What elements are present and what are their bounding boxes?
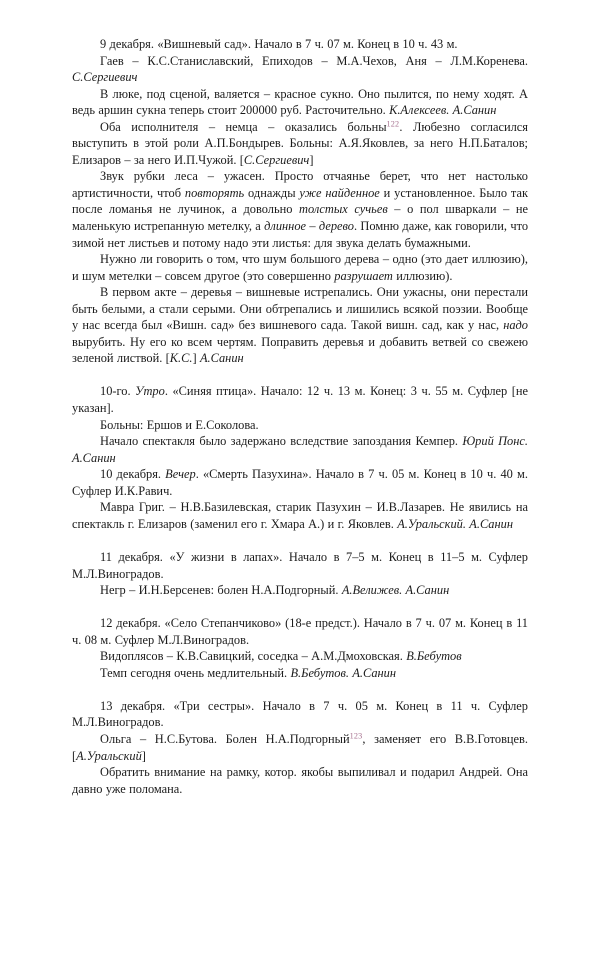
body-text: Ольга – Н.С.Бутова. Болен Н.А.Подгорный <box>100 731 350 746</box>
body-text: 10 декабря. <box>100 467 166 482</box>
body-text: Видоплясов – К.В.Савицкий, соседка – А.М.Дмоховская. <box>100 649 407 664</box>
emphasis-text: В.Бебутов <box>406 649 462 664</box>
body-text: Звук рубки леса – ужасен. Просто отчаянье берет, что нет настолько артистичности, чтоб <box>72 169 528 200</box>
emphasis-text: Утро <box>135 384 165 399</box>
emphasis-text: А.Уральский <box>76 748 142 763</box>
body-text: 12 декабря. «Село Степанчиково» (18-е предст.). Начало в 7 ч. 07 м. Конец в 11 ч. 08 м. Суфлер М.Л.Виноградов. <box>72 616 528 647</box>
body-text: В люке, под сценой, валяется – красное сукно. Оно пылится, по нему ходят. А ведь аршин сукна теперь стоит 200000 руб. Расточительно. <box>72 86 528 118</box>
body-text: . Любезно согласился выступить в этой роли А.П.Бондырев. Больны: А.Я.Яковлев, за него Н.П.Баталов; Елизаров – за него И.П.Чужой. [ <box>72 119 528 167</box>
emphasis-text: К.Алексеев. А.Санин <box>389 103 497 118</box>
footnote-reference[interactable]: 123 <box>349 731 363 741</box>
body-text: 10-го. <box>100 384 136 399</box>
paragraph <box>72 433 528 466</box>
emphasis-text: разрушает <box>334 268 393 283</box>
paragraph <box>72 665 528 682</box>
body-text: Мавра Григ. – Н.В.Базилевская, старик Пазухин – И.В.Лазарев. Не явились на спектакль г. Елизаров (заменил его г. Хмара А.) и г. Яковлев. <box>72 500 528 531</box>
paragraph <box>72 499 528 532</box>
emphasis-text: К.С. <box>169 351 193 366</box>
body-text: однажды <box>244 185 300 200</box>
body-text: Негр – И.Н.Берсенев: болен Н.А.Подгорный. <box>100 583 342 598</box>
paragraph <box>72 284 528 367</box>
paragraph <box>72 168 528 251</box>
body-text: Нужно ли говорить о том, что шум большого дерева – одно (это дает иллюзию), и шум метелки – совсем другое (это совершенно <box>72 252 528 283</box>
body-text: Гаев – К.С.Станиславский, Епиходов – М.А.Чехов, Аня – Л.М.Коренева. <box>100 53 528 68</box>
emphasis-text: С.Сергиевич <box>243 152 310 167</box>
emphasis-text: уже найденное <box>299 185 380 200</box>
body-text: . «Смерть Пазухина». Начало в 7 ч. 05 м. Конец в 10 ч. 40 м. Суфлер И.К.Равич. <box>72 467 528 498</box>
body-text: 11 декабря. «У жизни в лапах». Начало в 7–5 м. Конец в 11–5 м. Суфлер М.Л.Виноградов. <box>72 549 528 581</box>
body-text: 13 декабря. «Три сестры». Начало в 7 ч. 05 м. Конец в 11 ч. Суфлер М.Л.Виноградов. <box>72 698 528 730</box>
body-text: – о пол шваркали – не маленькую истрепанную метелку, а <box>72 202 528 234</box>
body-text: . Помню даже, как говорили, что зимой нет листьев и потому надо эти листья: для звука делать бумажными. <box>72 219 529 250</box>
body-text: Начало спектакля было задержано вследствие запоздания Кемпер. <box>100 434 463 449</box>
body-text: Оба исполнителя – немца – оказались больны <box>100 119 387 134</box>
paragraph <box>72 119 528 169</box>
paragraph <box>72 698 528 731</box>
emphasis-text: повторять <box>184 185 245 200</box>
paragraph <box>72 36 528 53</box>
emphasis-text: длинное – дерево <box>264 219 354 234</box>
body-text: вырубить. Ну его ко всем чертям. Поправить деревья и добавить ветвей со свежею зеленой листвой. [ <box>72 334 528 366</box>
paragraph <box>72 549 528 582</box>
text-column <box>72 36 528 797</box>
paragraph <box>72 251 528 284</box>
body-text: , заменяет его В.В.Готовцев. [ <box>72 731 528 763</box>
emphasis-text: Юрий Понс. А.Санин <box>72 434 528 465</box>
emphasis-text: толстых сучьев <box>299 202 388 217</box>
emphasis-text: Вечер <box>165 467 196 482</box>
body-text: 9 декабря. «Вишневый сад». Начало в 7 ч. 07 м. Конец в 10 ч. 43 м. <box>100 37 458 51</box>
paragraph <box>72 417 528 434</box>
footnote-reference[interactable]: 122 <box>386 118 400 128</box>
paragraph <box>72 383 528 416</box>
body-text: и установленное. Было так после ломанья не лучинок, а довольно <box>72 185 529 217</box>
body-text: Темп сегодня очень медлительный. <box>100 665 291 680</box>
body-text: ] <box>309 152 314 167</box>
emphasis-text: А.Велижев. А.Санин <box>341 583 450 598</box>
paragraph <box>72 648 528 665</box>
emphasis-text: надо <box>503 318 528 333</box>
body-text: ] <box>141 748 146 763</box>
body-text: ] <box>192 351 200 366</box>
emphasis-text: В.Бебутов. А.Санин <box>290 665 397 680</box>
paragraph <box>72 582 528 599</box>
body-text: В первом акте – деревья – вишневые истрепались. Они ужасны, они перестали быть белыми, а стали серыми. Они обтрепались и лишились всякой поэзии. Вообще у нас всегда был «Вишн. сад» без вишневого сада. Такой вишн. сад, как у нас, <box>72 285 528 333</box>
paragraph <box>72 731 528 764</box>
body-text: иллюзию). <box>392 268 453 283</box>
emphasis-text: А.Санин <box>199 351 244 366</box>
emphasis-text: С.Сергиевич <box>72 70 138 85</box>
paragraph <box>72 86 528 119</box>
body-text: Больны: Ершов и Е.Соколова. <box>100 417 259 432</box>
body-text: Обратить внимание на рамку, котор. якобы выпиливал и подарил Андрей. Она давно уже поломана. <box>72 765 528 796</box>
body-text: . «Синяя птица». Начало: 12 ч. 13 м. Конец: 3 ч. 55 м. Суфлер [не указан]. <box>72 384 528 416</box>
paragraph <box>72 466 528 499</box>
paragraph <box>72 615 528 648</box>
paragraph <box>72 53 528 86</box>
emphasis-text: А.Уральский. А.Санин <box>397 516 513 531</box>
paragraph <box>72 764 528 797</box>
